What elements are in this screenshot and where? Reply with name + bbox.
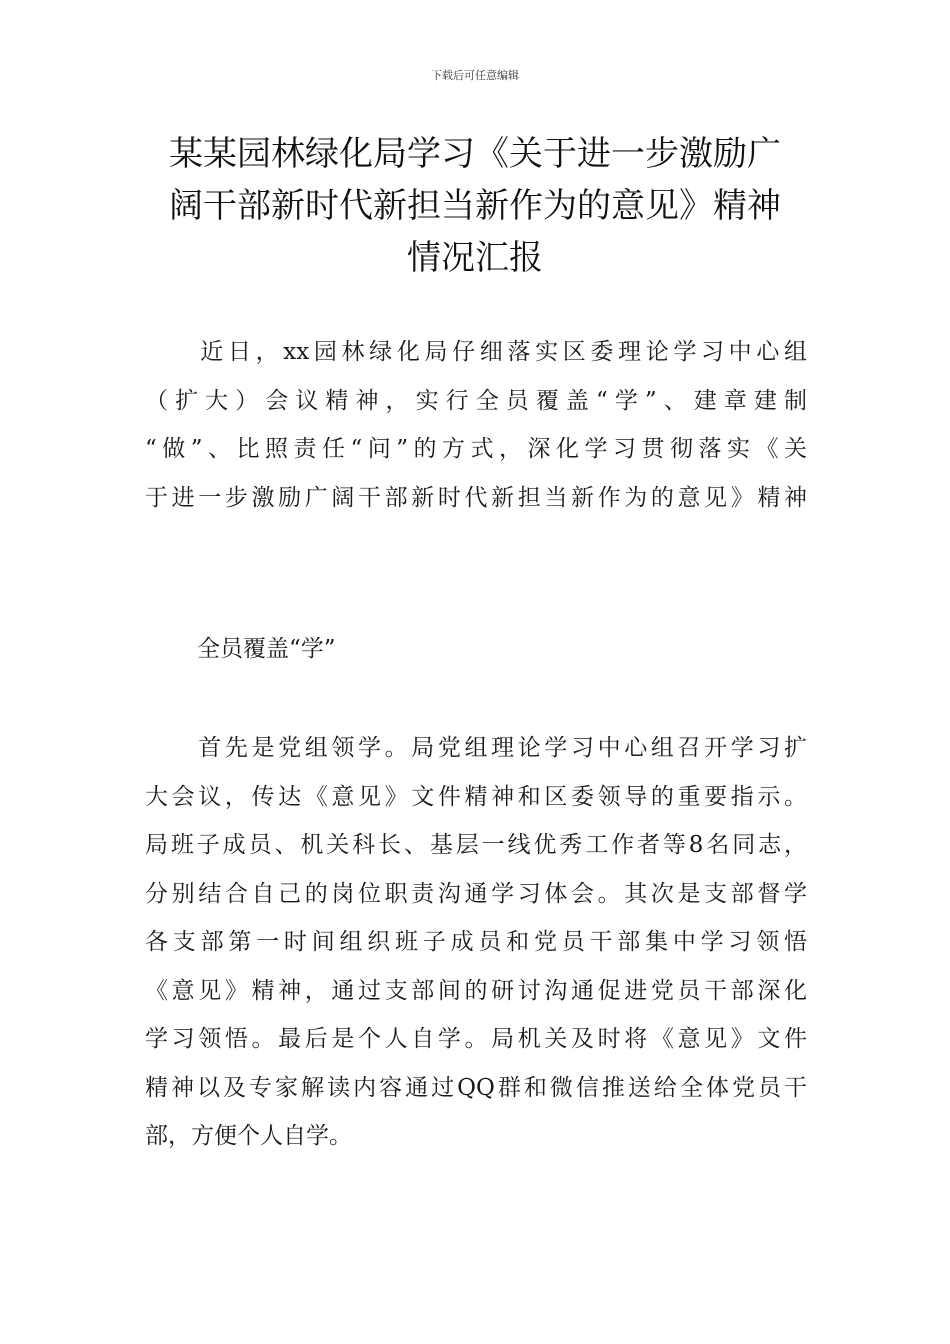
intro-paragraph	[145, 328, 807, 522]
paragraph-line: 近日，xx园林绿化局仔细落实区委理论学习中心组	[145, 339, 807, 365]
paragraph-line: 精神以及专家解读内容通过QQ群和微信推送给全体党员干	[145, 1074, 807, 1101]
paragraph-line: 分别结合自己的岗位职责沟通学习体会。其次是支部督学	[145, 880, 807, 907]
paragraph-line: 学习领悟。最后是个人自学。局机关及时将《意见》文件	[145, 1026, 807, 1052]
paragraph-line: 局班子成员、机关科长、基层一线优秀工作者等8名同志，	[145, 832, 807, 858]
title-line: 情况汇报	[407, 238, 543, 278]
paragraph-line: （扩大）会议精神，实行全员覆盖“学”、建章建制	[145, 387, 807, 414]
title-line: 某某园林绿化局学习《关于进一步激励广	[169, 134, 781, 174]
paragraph-line: “做”、比照责任“问”的方式，深化学习贯彻落实《关	[145, 436, 807, 462]
paragraph-line: 首先是党组领学。局党组理论学习中心组召开学习扩	[145, 735, 807, 761]
paragraph-line: 部，方便个人自学。	[145, 1123, 352, 1149]
paragraph-line: 《意见》精神，通过支部间的研讨沟通促进党员干部深化	[145, 977, 807, 1004]
title-line: 阔干部新时代新担当新作为的意见》精神	[169, 186, 781, 226]
document-title	[140, 128, 810, 284]
paragraph-line: 大会议，传达《意见》文件精神和区委领导的重要指示。	[145, 783, 807, 810]
body-paragraph	[145, 724, 807, 1161]
header-note: 下载后可任意编辑	[431, 69, 519, 82]
paragraph-line: 各支部第一时间组织班子成员和党员干部集中学习领悟	[145, 929, 807, 955]
paragraph-line: 于进一步激励广阔干部新时代新担当新作为的意见》精神	[145, 484, 807, 511]
section-heading: 全员覆盖“学”	[197, 636, 336, 662]
